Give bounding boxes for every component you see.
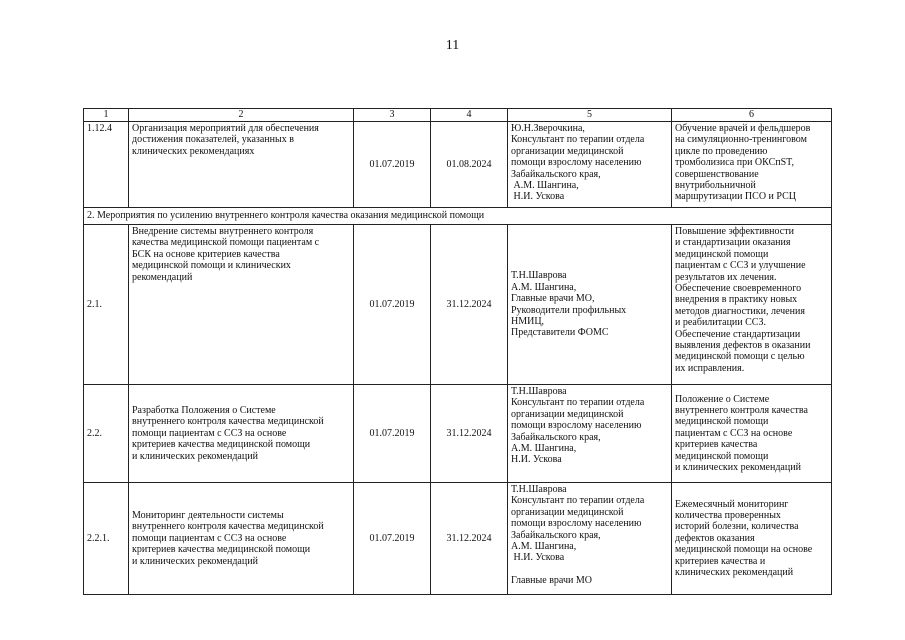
result-line: тромболизиса при ОКСпST, <box>675 157 795 169</box>
result-line: их исправления. <box>675 362 745 374</box>
activity-line: внутреннего контроля качества медицинской <box>132 416 324 428</box>
activity-line: БСК на основе критериев качества <box>132 248 280 260</box>
table-row <box>84 483 832 595</box>
activity-cell <box>129 483 354 595</box>
responsible-line: организации медицинской <box>511 145 624 157</box>
result-cell <box>672 385 832 483</box>
activity-line: помощи пациентам с ССЗ на основе <box>132 532 287 544</box>
responsible-line: помощи взрослому населению <box>511 157 642 169</box>
result-line: историй болезни, количества <box>675 521 799 533</box>
responsible-cell <box>508 225 672 385</box>
result-line: внутреннего контроля качества <box>675 404 808 416</box>
responsible-cell <box>508 483 672 595</box>
activity-line: медицинской помощи и клинических <box>132 260 291 272</box>
result-line: медицинской помощи <box>675 450 769 462</box>
table-row <box>84 122 832 208</box>
result-line: медицинской помощи с целью <box>675 351 805 363</box>
item-number: 2.2.1. <box>84 483 129 595</box>
responsible-line <box>511 564 668 575</box>
result-line: внедрения в практику новых <box>675 294 798 306</box>
responsible-line: Н.И. Ускова <box>511 454 562 466</box>
result-line: цикле по проведению <box>675 145 768 157</box>
activity-cell <box>129 385 354 483</box>
responsible-line: Представители ФОМС <box>511 327 609 339</box>
activity-line: качества медицинской помощи пациентам с <box>132 237 320 249</box>
responsible-line: Консультант по терапии отдела <box>511 397 645 409</box>
item-number: 2.2. <box>84 385 129 483</box>
responsible-line: Забайкальского края, <box>511 529 601 541</box>
end-date: 31.12.2024 <box>431 385 508 483</box>
activity-line: помощи пациентам с ССЗ на основе <box>132 427 287 439</box>
result-line: Положение о Системе <box>675 393 770 405</box>
start-date: 01.07.2019 <box>354 225 431 385</box>
result-line: и реабилитации ССЗ. <box>675 317 766 329</box>
activity-line: критериев качества медицинской помощи <box>132 439 311 451</box>
result-line: критериев качества и <box>675 555 766 567</box>
end-date: 01.08.2024 <box>431 122 508 208</box>
plan-table <box>83 108 832 595</box>
responsible-line: организации медицинской <box>511 408 624 420</box>
result-cell <box>672 483 832 595</box>
result-line: Повышение эффективности <box>675 226 794 237</box>
responsible-line: Т.Н.Шаврова <box>511 386 567 397</box>
responsible-line: Консультант по терапии отдела <box>511 495 645 507</box>
column-number-row <box>84 109 832 122</box>
result-line: маршрутизации ПСО и РСЦ <box>675 191 796 203</box>
activity-line: Мониторинг деятельности системы <box>132 509 284 521</box>
responsible-cell <box>508 385 672 483</box>
activity-line: Разработка Положения о Системе <box>132 404 276 416</box>
result-line: и стандартизации оказания <box>675 237 791 249</box>
page-number: 11 <box>445 38 460 53</box>
result-line: пациентам с ССЗ и улучшение <box>675 260 806 272</box>
responsible-line: помощи взрослому населению <box>511 420 642 432</box>
result-line: клинических рекомендаций <box>675 567 794 579</box>
table-row <box>84 385 832 483</box>
responsible-line: Руководители профильных <box>511 304 627 316</box>
responsible-line: Н.И. Ускова <box>511 552 565 564</box>
item-number: 1.12.4 <box>84 122 129 208</box>
section-title: 2. Мероприятия по усилению внутреннего контроля качества оказания медицинской помощи <box>84 208 832 225</box>
result-line: внутрибольничной <box>675 180 756 192</box>
activity-line: Внедрение системы внутреннего контроля <box>132 226 314 237</box>
activity-line: достижения показателей, указанных в <box>132 134 294 146</box>
result-line: критериев качества <box>675 439 758 451</box>
result-line: дефектов оказания <box>675 532 755 544</box>
result-line: Обеспечение своевременного <box>675 283 802 295</box>
result-line: методов диагностики, лечения <box>675 305 805 317</box>
result-line: на симуляционно-тренинговом <box>675 134 807 146</box>
responsible-line: Н.И. Ускова <box>511 191 565 203</box>
result-line: пациентам с ССЗ на основе <box>675 427 793 439</box>
result-line: Обеспечение стандартизации <box>675 328 801 340</box>
end-date: 31.12.2024 <box>431 225 508 385</box>
activity-line: внутреннего контроля качества медицинской <box>132 521 324 533</box>
responsible-line: НМИЦ, <box>511 315 545 327</box>
result-cell <box>672 225 832 385</box>
result-line: медицинской помощи <box>675 248 769 260</box>
result-line: медицинской помощи на основе <box>675 544 813 556</box>
activity-line: Организация мероприятий для обеспечения <box>132 123 319 134</box>
responsible-line: Главные врачи МО, <box>511 293 595 305</box>
result-cell <box>672 122 832 208</box>
responsible-line: Главные врачи МО <box>511 574 592 586</box>
column-number: 4 <box>431 109 508 122</box>
end-date: 31.12.2024 <box>431 483 508 595</box>
column-number: 6 <box>672 109 832 122</box>
activity-line: критериев качества медицинской помощи <box>132 544 311 556</box>
column-number: 5 <box>508 109 672 122</box>
column-number: 3 <box>354 109 431 122</box>
activity-line: рекомендаций <box>132 271 193 283</box>
result-line: результатов их лечения. <box>675 271 777 283</box>
result-line: Обучение врачей и фельдшеров <box>675 123 811 134</box>
start-date: 01.07.2019 <box>354 122 431 208</box>
item-number: 2.1. <box>84 225 129 385</box>
responsible-line: А.М. Шангина, <box>511 180 579 192</box>
table-row <box>84 225 832 385</box>
responsible-line: организации медицинской <box>511 506 624 518</box>
responsible-line: Т.Н.Шаврова <box>511 270 567 282</box>
section-row <box>84 208 832 225</box>
responsible-line: А.М. Шангина, <box>511 541 577 553</box>
result-line: выявления дефектов в оказании <box>675 340 811 352</box>
column-number: 1 <box>84 109 129 122</box>
activity-cell <box>129 225 354 385</box>
start-date: 01.07.2019 <box>354 385 431 483</box>
result-line: совершенствование <box>675 168 759 180</box>
result-line: количества проверенных <box>675 509 781 521</box>
responsible-cell <box>508 122 672 208</box>
responsible-line: Т.Н.Шаврова <box>511 484 567 495</box>
responsible-line: А.М. Шангина, <box>511 281 577 293</box>
responsible-line: А.М. Шангина, <box>511 443 577 455</box>
activity-cell <box>129 122 354 208</box>
responsible-line: Забайкальского края, <box>511 431 601 443</box>
result-line: медицинской помощи <box>675 416 769 428</box>
result-line: и клинических рекомендаций <box>675 462 801 474</box>
responsible-line: Консультант по терапии отдела <box>511 134 645 146</box>
column-number: 2 <box>129 109 354 122</box>
activity-line: и клинических рекомендаций <box>132 555 258 567</box>
responsible-line: помощи взрослому населению <box>511 518 642 530</box>
responsible-line: Ю.Н.Зверочкина, <box>511 123 585 134</box>
result-line: Ежемесячный мониторинг <box>675 498 789 510</box>
activity-line: и клинических рекомендаций <box>132 450 258 462</box>
activity-line: клинических рекомендациях <box>132 145 255 157</box>
start-date: 01.07.2019 <box>354 483 431 595</box>
responsible-line: Забайкальского края, <box>511 168 601 180</box>
